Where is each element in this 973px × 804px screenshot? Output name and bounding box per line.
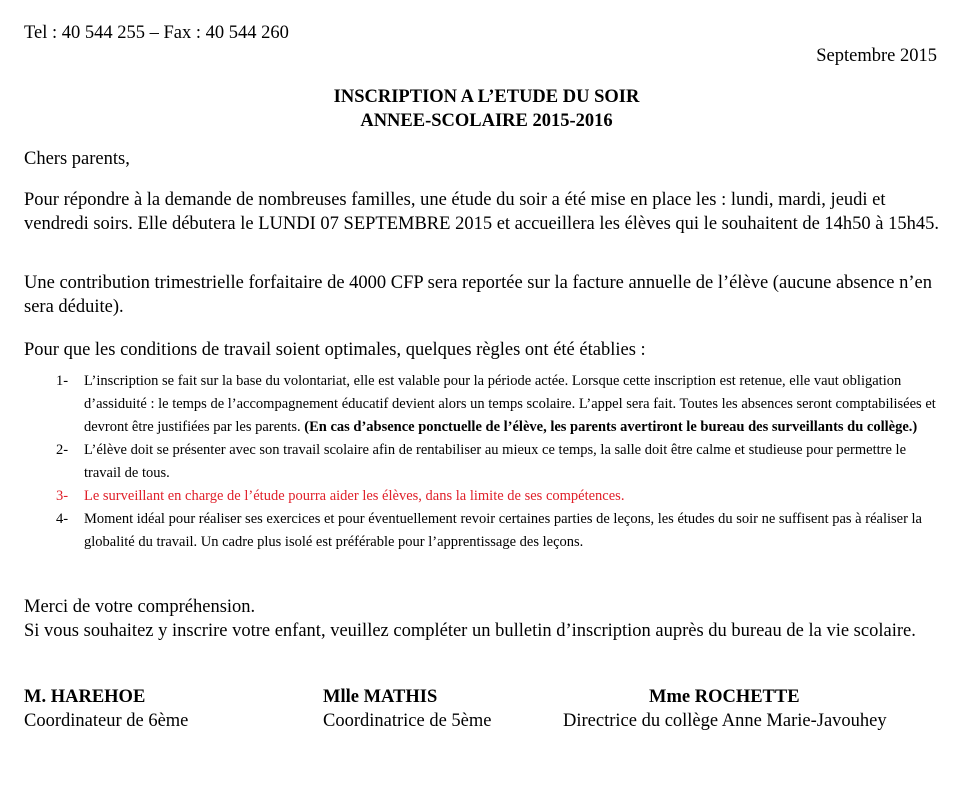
rule-text: Moment idéal pour réaliser ses exercices et pour éventuellement revoir certaines parties de leçons, les études du soir ne suffisent pas à réaliser la globalité du travail. Un cadre plus isolé est préférable pour l’apprentissage des leçons. [84,511,922,550]
rule-text: L’inscription se fait sur la base du volontariat, elle est valable pour la période actée. Lorsque cette inscription est retenue, elle vaut obligation d’assiduité : le temps de l’accompagnement éducatif devient alors un temps scolaire. L’appel sera fait. Toutes les absences seront comptabilisées et devront être justifiées par les parents. [84,373,936,435]
rule-number: 4- [56,511,69,527]
signature-block [563,686,887,733]
closing-block [24,596,939,643]
rule-text: Le surveillant en charge de l’étude pourra aider les élèves, dans la limite de ses compétences. [84,488,625,504]
signature-block [24,686,188,733]
signatory-role: Directrice du collège Anne Marie-Javouhey [563,710,887,731]
paragraph-contribution: Une contribution trimestrielle forfaitaire de 4000 CFP sera reportée sur la facture annuelle de l’élève (aucune absence n’en sera déduite). [24,273,932,317]
signatory-role: Coordinatrice de 5ème [323,710,492,731]
signatory-name: Mme ROCHETTE [649,687,800,707]
rule-bold-text: (En cas d’absence ponctuelle de l’élève, les parents avertiront le bureau des surveillants du collège.) [304,419,918,435]
document-title [0,86,973,133]
contact-line: Tel : 40 544 255 – Fax : 40 544 260 [24,23,289,43]
closing-thanks: Merci de votre compréhension. [24,597,256,617]
rule-text: L’élève doit se présenter avec son travail scolaire afin de rentabiliser au mieux ce temps, la salle doit être calme et studieuse pour permettre le travail de tous. [84,442,907,481]
signature-block [323,686,492,733]
rule-item [56,370,937,439]
document-date: Septembre 2015 [816,46,937,66]
rule-number: 2- [56,442,69,458]
rule-item-highlighted [56,485,937,508]
closing-instruction: Si vous souhaitez y inscrire votre enfant, veuillez compléter un bulletin d’inscription auprès du bureau de la vie scolaire. [24,620,916,641]
signatory-role: Coordinateur de 6ème [24,710,189,731]
signatory-name: Mlle MATHIS [323,687,438,707]
signatory-name: M. HAREHOE [24,687,146,707]
rule-item [56,508,937,554]
paragraph-rules-intro: Pour que les conditions de travail soient optimales, quelques règles ont été établies : [24,340,646,360]
title-line-1: INSCRIPTION A L’ETUDE DU SOIR [333,87,640,107]
rule-number: 3- [56,488,69,504]
title-line-2: ANNEE-SCOLAIRE 2015-2016 [360,110,613,131]
rule-number: 1- [56,373,69,389]
paragraph-schedule: Pour répondre à la demande de nombreuses familles, une étude du soir a été mise en place les : lundi, mardi, jeudi et vendredi soirs. Elle débutera le LUNDI 07 SEPTEMBRE 2015 et accueillera les élèves qui le souhaitent de 14h50 à 15h45. [24,190,940,234]
greeting: Chers parents, [24,149,130,169]
rules-list [56,370,937,554]
rule-item [56,439,937,485]
